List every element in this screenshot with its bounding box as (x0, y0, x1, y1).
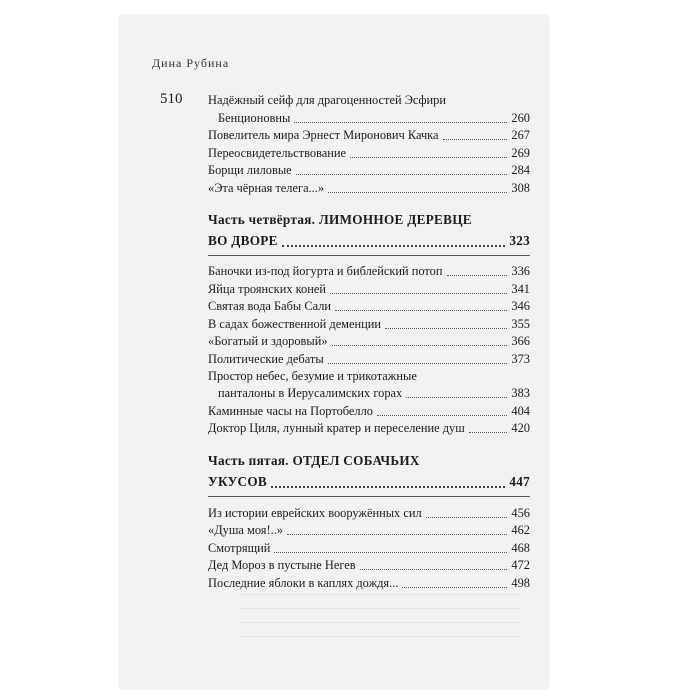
running-head: Дина Рубина (152, 56, 230, 70)
dot-leader (360, 569, 508, 570)
toc-entry-title-line1: Простор небес, безумие и трикотажные (208, 368, 417, 383)
dot-leader (330, 293, 507, 294)
toc-entry (208, 557, 530, 575)
toc-entry (208, 179, 530, 197)
toc-entry-page: 468 (511, 540, 530, 555)
toc-entry (208, 92, 530, 127)
toc-entry-title: «Эта чёрная телега...» (208, 180, 325, 195)
toc-entry-page: 404 (511, 403, 530, 418)
dot-leader (296, 174, 508, 175)
part-heading-line2: ВО ДВОРЕ (208, 232, 278, 248)
toc-entry-title: Борщи лиловые (208, 163, 292, 177)
toc-entry-title: Каминные часы на Портобелло (208, 403, 373, 418)
toc-entry (208, 280, 530, 298)
toc-entry (208, 368, 530, 403)
toc-entry-title-line1: Надёжный сейф для драгоценностей Эсфири (208, 93, 447, 107)
toc-entry-title: В садах божественной деменции (208, 316, 382, 331)
toc-entry (208, 127, 530, 145)
toc-entry-page: 346 (511, 299, 530, 313)
toc-entry-title: панталоны в Иерусалимских горах (218, 386, 403, 400)
toc-entry-page: 308 (511, 180, 530, 195)
toc-entry-page: 336 (511, 264, 530, 278)
toc-entry-title: Доктор Циля, лунный кратер и переселение душ (208, 421, 465, 435)
toc-entry-title: Из истории еврейских вооружённых сил (208, 505, 422, 520)
part-page: 323 (509, 232, 530, 248)
dot-leader (447, 275, 508, 276)
toc-entry-page: 456 (511, 505, 530, 520)
dot-leader (350, 157, 507, 158)
dot-leader (328, 192, 507, 193)
toc-entry-title: Святая вода Бабы Сали (208, 299, 332, 313)
table-of-contents (208, 92, 530, 592)
divider (208, 255, 530, 256)
dot-leader (328, 363, 508, 364)
toc-entry-title: Смотрящий (208, 540, 271, 555)
show-through-line (240, 636, 520, 637)
toc-entry (208, 144, 530, 162)
toc-entry (208, 522, 530, 540)
toc-entry (208, 162, 530, 180)
toc-entry-title: Дед Мороз в пустыне Негев (208, 558, 356, 572)
toc-entry-page: 373 (511, 351, 530, 366)
part-heading-line1: Часть пятая. ОТДЕЛ СОБАЧЬИХ (208, 453, 420, 468)
toc-entry-page: 284 (511, 163, 530, 177)
toc-entry (208, 315, 530, 333)
toc-entry (208, 298, 530, 316)
toc-entry (208, 504, 530, 522)
dot-leader (282, 245, 506, 247)
divider (208, 496, 530, 497)
toc-entry-page: 420 (511, 421, 530, 435)
toc-entry-page: 260 (511, 110, 530, 125)
toc-entry-title: «Душа моя!..» (208, 523, 283, 537)
toc-entry-page: 355 (511, 316, 530, 331)
dot-leader (406, 397, 507, 398)
dot-leader (377, 415, 507, 416)
toc-entry (208, 402, 530, 420)
toc-entry-title: Бенционовны (218, 110, 291, 125)
toc-entry-title: «Богатый и здоровый» (208, 334, 328, 348)
toc-entry-page: 341 (511, 281, 530, 296)
toc-entry (208, 539, 530, 557)
part-heading-line1: Часть четвёртая. ЛИМОННОЕ ДЕРЕВЦЕ (208, 211, 472, 227)
dot-leader (335, 310, 507, 311)
toc-entry-title: Повелитель мира Эрнест Миронович Качка (208, 128, 439, 142)
dot-leader (426, 517, 508, 518)
dot-leader (274, 552, 507, 553)
toc-entry-page: 498 (511, 575, 530, 590)
part-five (208, 451, 530, 592)
toc-entry (208, 263, 530, 281)
part-page: 447 (509, 474, 530, 489)
toc-entry-page: 267 (511, 128, 530, 142)
show-through-line (240, 622, 520, 623)
toc-entry-page: 383 (511, 386, 530, 400)
toc-entry-page: 366 (511, 334, 530, 348)
part-heading-line2: УКУСОВ (208, 474, 268, 489)
show-through-line (240, 594, 520, 595)
toc-entry-title: Баночки из-под йогурта и библейский потоп (208, 264, 443, 278)
page-number: 510 (160, 91, 183, 107)
show-through-line (240, 608, 520, 609)
toc-entry-page: 472 (511, 558, 530, 572)
dot-leader (294, 122, 507, 123)
dot-leader (402, 587, 507, 588)
toc-entry-title: Последние яблоки в каплях дождя... (208, 575, 399, 590)
toc-entry (208, 420, 530, 438)
dot-leader (287, 534, 507, 535)
dot-leader (469, 432, 508, 433)
toc-entry-title: Политические дебаты (208, 351, 324, 366)
part-four (208, 210, 530, 438)
dot-leader (332, 345, 508, 346)
dot-leader (385, 328, 507, 329)
dot-leader (271, 486, 505, 488)
dot-leader (443, 139, 508, 140)
book-page (120, 16, 548, 688)
toc-entry-title: Яйца троянских коней (208, 281, 326, 296)
toc-entry-title: Переосвидетельствование (208, 145, 347, 160)
toc-entry (208, 333, 530, 351)
toc-entry (208, 574, 530, 592)
toc-entry (208, 350, 530, 368)
toc-entry-page: 269 (511, 145, 530, 160)
toc-entry-page: 462 (511, 523, 530, 537)
